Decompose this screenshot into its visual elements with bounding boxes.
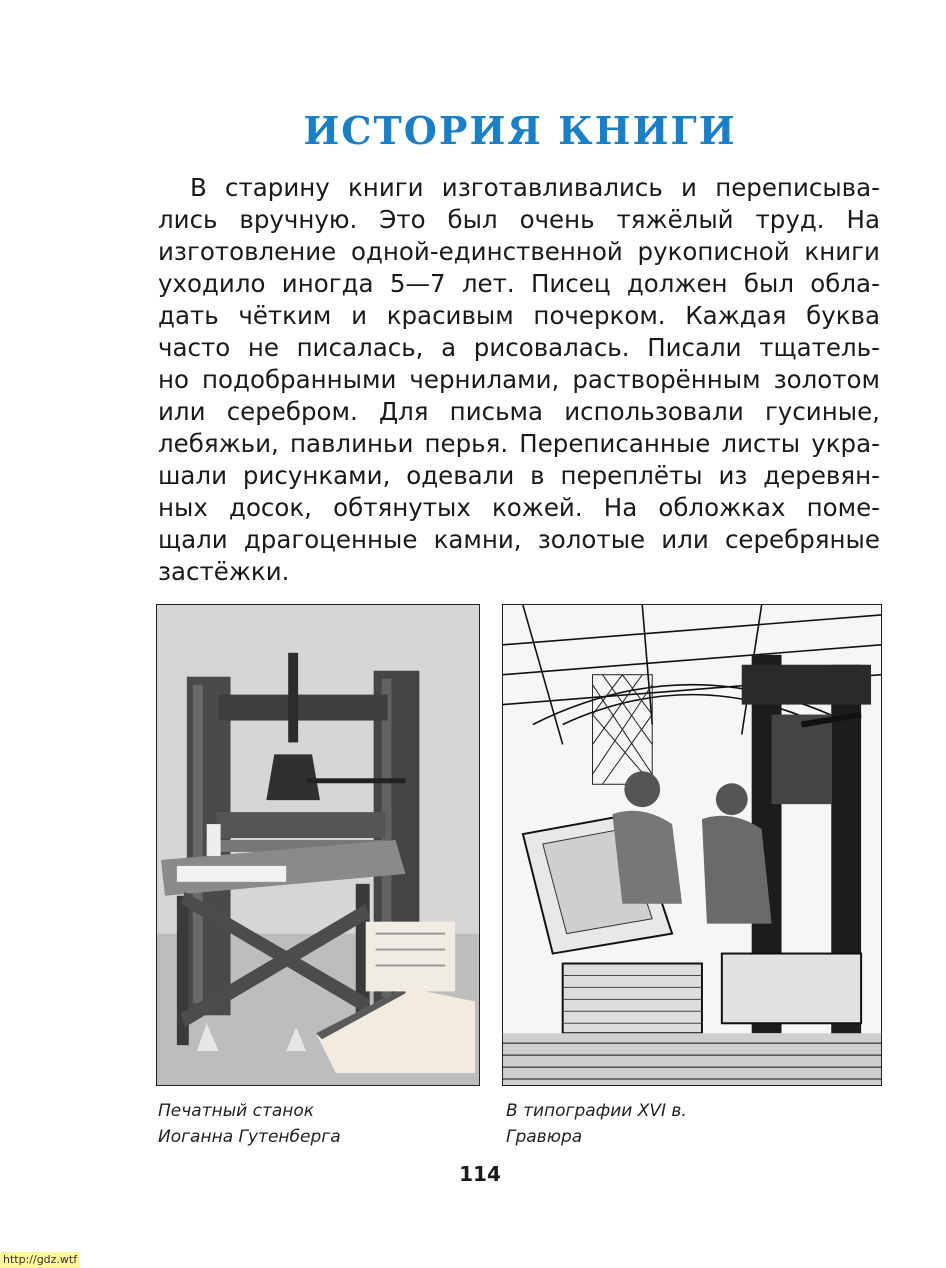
paragraph-word: красивым — [386, 301, 514, 330]
paragraph-word: В — [190, 173, 207, 202]
paragraph-word: поме- — [806, 493, 880, 522]
paragraph-word: рукописной — [637, 237, 790, 266]
paragraph-word: 5—7 — [389, 269, 446, 298]
paragraph-word: Каждая — [685, 301, 787, 330]
paragraph-word: камни, — [433, 525, 522, 554]
paragraph-word: обложках — [658, 493, 786, 522]
paragraph-line-1 — [158, 172, 880, 204]
paragraph-word: шали — [158, 461, 228, 490]
paragraph-word: очень — [519, 205, 595, 234]
printing-press-image — [156, 604, 480, 1086]
paragraph-line-10 — [158, 460, 880, 492]
paragraph-word: должен — [626, 269, 728, 298]
page-number: 114 — [459, 1162, 501, 1186]
paragraph-word: растворённым — [572, 365, 761, 394]
paragraph-line-11 — [158, 492, 880, 524]
right-caption-line-1: В типографии XVI в. — [506, 1101, 687, 1121]
paragraph-word: переплёты — [560, 461, 703, 490]
paragraph-word: серебром. — [226, 397, 358, 426]
left-figure-caption — [158, 1098, 468, 1150]
paragraph-word: уходило — [158, 269, 266, 298]
body-paragraph — [158, 172, 880, 588]
paragraph-word: не — [247, 333, 279, 362]
paragraph-line-3 — [158, 236, 880, 268]
paragraph-word: тяжёлый — [616, 205, 734, 234]
paragraph-word: На — [603, 493, 638, 522]
paragraph-line-5 — [158, 300, 880, 332]
paragraph-word: ных — [158, 493, 208, 522]
paragraph-word: но — [158, 365, 190, 394]
page-title: ИСТОРИЯ КНИГИ — [303, 108, 737, 153]
paragraph-word: лет. — [461, 269, 515, 298]
print-shop-engraving-image — [502, 604, 882, 1086]
paragraph-line-2 — [158, 204, 880, 236]
paragraph-word: иногда — [281, 269, 374, 298]
paragraph-word: в — [530, 461, 545, 490]
paragraph-word: гусиные, — [764, 397, 880, 426]
paragraph-word: Писали — [647, 333, 742, 362]
paragraph-word: переписыва- — [715, 173, 880, 202]
paragraph-word: застёжки. — [158, 557, 290, 586]
watermark-link[interactable]: http://gdz.wtf — [0, 1252, 80, 1268]
paragraph-word: лись — [158, 205, 218, 234]
paragraph-word: вручную. — [239, 205, 358, 234]
paragraph-word: письма — [449, 397, 544, 426]
paragraph-word: укра- — [811, 429, 880, 458]
paragraph-word: труд. — [755, 205, 825, 234]
paragraph-word: буква — [806, 301, 880, 330]
paragraph-word: изготовление — [158, 237, 337, 266]
paragraph-line-9 — [158, 428, 880, 460]
paragraph-word: старину — [225, 173, 330, 202]
paragraph-word: Переписанные — [519, 429, 711, 458]
left-caption-line-1: Печатный станок — [158, 1101, 315, 1121]
paragraph-word: Это — [379, 205, 426, 234]
paragraph-word: или — [661, 525, 709, 554]
paragraph-word: листы — [721, 429, 801, 458]
paragraph-word: лебяжьи, — [158, 429, 279, 458]
paragraph-word: чернилами, — [409, 365, 560, 394]
paragraph-word: почерком. — [533, 301, 666, 330]
paragraph-word: дать — [158, 301, 219, 330]
paragraph-word: обтянутых — [333, 493, 471, 522]
paragraph-line-6 — [158, 332, 880, 364]
paragraph-word: изготавливались — [441, 173, 663, 202]
paragraph-word: и — [351, 301, 368, 330]
paragraph-word: щали — [158, 525, 228, 554]
paragraph-word: кожей. — [491, 493, 583, 522]
left-caption-line-2: Иоганна Гутенберга — [158, 1127, 341, 1147]
paragraph-word: золотые — [537, 525, 646, 554]
paragraph-word: деревян- — [763, 461, 880, 490]
paragraph-word: и — [681, 173, 697, 202]
paragraph-word: одевали — [406, 461, 515, 490]
right-caption-line-2: Гравюра — [506, 1127, 583, 1147]
paragraph-word: использовали — [564, 397, 744, 426]
paragraph-word: павлиньи — [289, 429, 414, 458]
paragraph-word: На — [846, 205, 880, 234]
paragraph-word: Для — [378, 397, 429, 426]
paragraph-word: перья. — [424, 429, 509, 458]
paragraph-word: или — [158, 397, 206, 426]
paragraph-word: был — [447, 205, 498, 234]
paragraph-line-7 — [158, 364, 880, 396]
paragraph-word: одной-единственной — [350, 237, 623, 266]
right-figure-caption — [506, 1098, 866, 1150]
paragraph-word: был — [743, 269, 794, 298]
paragraph-word: подобранными — [202, 365, 397, 394]
paragraph-word: книги — [804, 237, 880, 266]
paragraph-word: досок, — [229, 493, 312, 522]
paragraph-word: рисовалась. — [473, 333, 630, 362]
paragraph-word: обла- — [810, 269, 880, 298]
paragraph-word: из — [718, 461, 748, 490]
paragraph-line-13 — [158, 556, 880, 588]
paragraph-word: чётким — [238, 301, 332, 330]
paragraph-word: писалась, — [296, 333, 424, 362]
paragraph-word: рисунками, — [242, 461, 391, 490]
paragraph-word: Писец — [530, 269, 611, 298]
paragraph-word: а — [441, 333, 457, 362]
paragraph-line-12 — [158, 524, 880, 556]
paragraph-word: золотом — [773, 365, 880, 394]
paragraph-line-4 — [158, 268, 880, 300]
paragraph-word: драгоценные — [243, 525, 418, 554]
paragraph-line-8 — [158, 396, 880, 428]
paragraph-word: тщатель- — [759, 333, 880, 362]
paragraph-word: книги — [348, 173, 424, 202]
paragraph-word: серебряные — [724, 525, 880, 554]
paragraph-word: часто — [158, 333, 231, 362]
